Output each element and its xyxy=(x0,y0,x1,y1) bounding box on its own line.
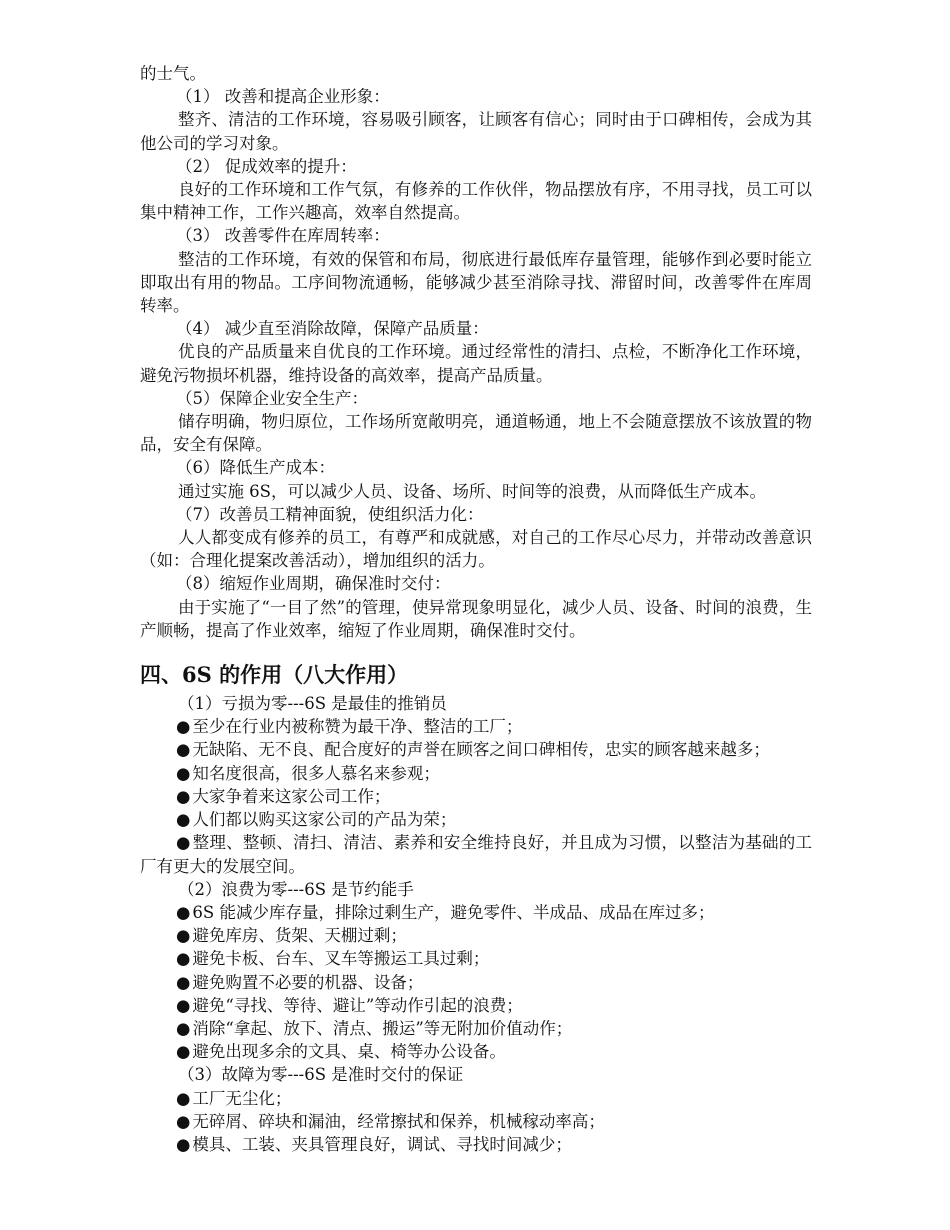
bullet-item: ● 模具、工装、夹具管理良好，调试、寻找时间减少； xyxy=(176,1134,572,1154)
benefit-heading: （1） 改善和提高企业形象： xyxy=(176,87,390,107)
benefit-heading: （6）降低生产成本： xyxy=(176,458,335,478)
benefit-heading: （5）保障企业安全生产： xyxy=(176,388,368,408)
bullet-item: ● 知名度很高，很多人慕名来参观； xyxy=(176,763,440,783)
benefit-heading: （3） 改善零件在库周转率： xyxy=(176,226,390,246)
bullet-item: ● 避免库房、货架、天棚过剩； xyxy=(176,926,407,946)
effect-group-heading: （3）故障为零---6S 是准时交付的保证 xyxy=(178,1065,464,1085)
bullet-dot-icon: ● xyxy=(176,1018,191,1038)
bullet-dot-icon: ● xyxy=(176,740,191,760)
bullet-item: ● 消除“拿起、放下、清点、搬运”等无附加价值动作； xyxy=(176,1018,573,1038)
section-effects xyxy=(140,692,812,1156)
bullet-item: ● 工厂无尘化； xyxy=(176,1088,292,1108)
bullet-dot-icon: ● xyxy=(176,833,191,853)
effect-group-heading: （2）浪费为零---6S 是节约能手 xyxy=(178,879,414,899)
bullet-item: ● 无缺陷、无不良、配合度好的声誉在顾客之间口碑相传，忠实的顾客越来越多； xyxy=(176,740,770,760)
bullet-dot-icon: ● xyxy=(176,1134,191,1154)
benefit-heading: （8）缩短作业周期，确保准时交付： xyxy=(176,574,451,594)
bullet-dot-icon: ● xyxy=(176,810,191,830)
benefit-heading: （2） 促成效率的提升： xyxy=(176,156,357,176)
bullet-item: ● 避免出现多余的文具、桌、椅等办公设备。 xyxy=(176,1042,506,1062)
bullet-dot-icon: ● xyxy=(176,902,191,922)
bullet-dot-icon: ● xyxy=(176,1042,191,1062)
bullet-item: ● 避免“寻找、等待、避让”等动作引起的浪费； xyxy=(176,995,523,1015)
effect-group-heading: （1）亏损为零---6S 是最佳的推销员 xyxy=(178,694,447,714)
bullet-dot-icon: ● xyxy=(176,1111,191,1131)
benefit-heading: （7）改善员工精神面貌，使组织活力化： xyxy=(176,504,484,524)
document-page xyxy=(140,62,812,1156)
bullet-item: ● 大家争着来这家公司工作； xyxy=(176,786,391,806)
benefit-body: 储存明确，物归原位，工作场所宽敞明亮，通道畅通，地上不会随意摆放不该放置的物品，安全有保障。 xyxy=(140,412,812,455)
benefit-body: 整齐、清洁的工作环境，容易吸引顾客，让顾客有信心；同时由于口碑相传，会成为其他公司的学习对象。 xyxy=(140,110,812,153)
bullet-item: ● 避免购置不必要的机器、设备； xyxy=(176,972,424,992)
intro-tail: 的士气。 xyxy=(140,64,206,83)
bullet-dot-icon: ● xyxy=(176,717,191,737)
bullet-dot-icon: ● xyxy=(176,949,191,969)
bullet-item: ● 无碎屑、碎块和漏油，经常擦拭和保养，机械稼动率高； xyxy=(176,1111,605,1131)
bullet-dot-icon: ● xyxy=(176,786,191,806)
benefits-list xyxy=(140,85,812,642)
bullet-dot-icon: ● xyxy=(176,926,191,946)
bullet-dot-icon: ● xyxy=(176,763,191,783)
bullet-item: ● 人们都以购买这家公司的产品为荣； xyxy=(176,810,457,830)
bullet-item: ● 6S 能减少库存量，排除过剩生产，避免零件、半成品、成品在库过多； xyxy=(176,902,715,922)
bullet-dot-icon: ● xyxy=(176,1088,191,1108)
bullet-dot-icon: ● xyxy=(176,972,191,992)
bullet-dot-icon: ● xyxy=(176,995,191,1015)
benefit-body: 人人都变成有修养的员工，有尊严和成就感，对自己的工作尽心尽力，并带动改善意识（如：合理化提案改善活动），增加组织的活力。 xyxy=(140,528,812,571)
benefit-body: 良好的工作环境和工作气氛，有修养的工作伙伴，物品摆放有序，不用寻找，员工可以集中精神工作，工作兴趣高，效率自然提高。 xyxy=(140,180,812,223)
bullet-item: ● 整理、整顿、清扫、清洁、素养和安全维持良好，并且成为习惯，以整洁为基础的工厂有更大的发展空间。 xyxy=(140,833,813,876)
bullet-item: ● 避免卡板、台车、叉车等搬运工具过剩； xyxy=(176,949,490,969)
benefit-body: 通过实施 6S，可以减少人员、设备、场所、时间等的浪费，从而降低生产成本。 xyxy=(177,481,766,501)
bullet-item: ● 至少在行业内被称赞为最干净、整洁的工厂； xyxy=(176,717,523,737)
benefit-body: 优良的产品质量来自优良的工作环境。通过经常性的清扫、点检，不断净化工作环境，避免污物损坏机器，维持设备的高效率，提高产品质量。 xyxy=(140,342,812,385)
section-heading: 四、6S 的作用（八大作用） xyxy=(140,662,409,688)
benefit-body: 由于实施了“一目了然”的管理，使异常现象明显化，减少人员、设备、时间的浪费，生产顺畅，提高了作业效率，缩短了作业周期，确保准时交付。 xyxy=(140,597,812,640)
benefit-body: 整洁的工作环境，有效的保管和布局，彻底进行最低库存量管理，能够作到必要时能立即取出有用的物品。工序间物流通畅，能够减少甚至消除寻找、滞留时间，改善零件在库周转率。 xyxy=(140,249,812,316)
benefit-heading: （4） 减少直至消除故障，保障产品质量： xyxy=(176,319,489,339)
